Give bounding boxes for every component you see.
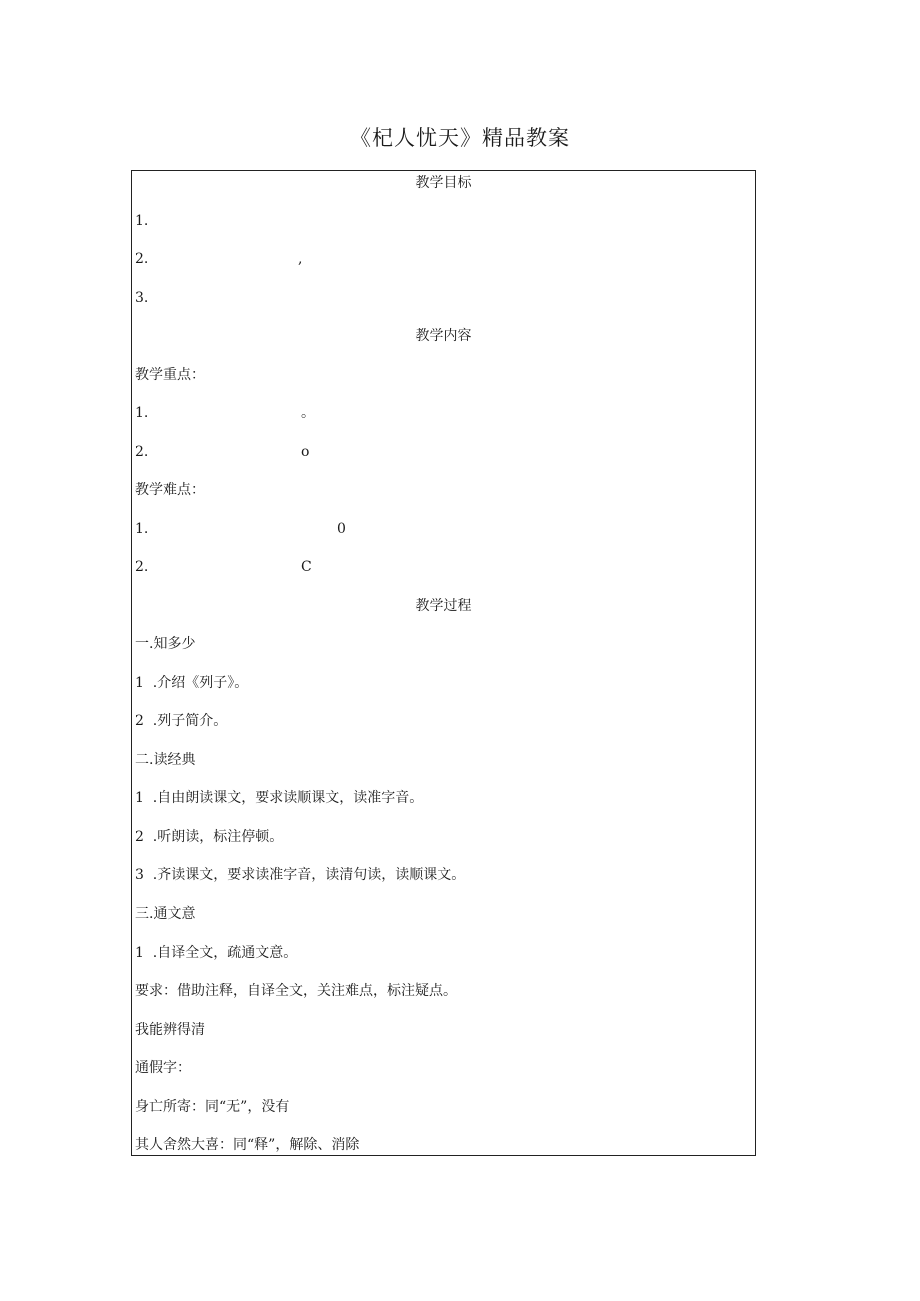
process-line: 1 .自译全文，疏通文意。 xyxy=(135,945,298,961)
key-point-2-mark: o xyxy=(301,444,310,460)
process-heading: 教学过程 xyxy=(415,598,472,614)
process-line: 要求：借助注释，自译全文，关注难点，标注疑点。 xyxy=(135,983,457,999)
difficulty-2: 2. xyxy=(135,559,149,575)
process-line: 我能辨得清 xyxy=(135,1022,205,1038)
document-title: 《杞人忧天》精品教案 xyxy=(350,126,570,150)
process-line: 2 .听朗读，标注停顿。 xyxy=(135,829,284,845)
difficulty-1-mark: 0 xyxy=(337,521,346,537)
key-points-label: 教学重点： xyxy=(135,367,205,383)
lesson-plan-table xyxy=(131,170,756,1156)
process-line: 一.知多少 xyxy=(135,636,196,652)
objective-item-2-mark: , xyxy=(298,251,303,267)
difficulty-1: 1. xyxy=(135,521,149,537)
process-line: 通假字： xyxy=(135,1060,191,1076)
process-line: 1 .自由朗读课文，要求读顺课文，读准字音。 xyxy=(135,790,424,806)
difficulty-2-mark: C xyxy=(301,559,312,575)
process-line: 身亡所寄：同“无”，没有 xyxy=(135,1099,290,1115)
content-heading: 教学内容 xyxy=(415,328,472,344)
process-line: 2 .列子简介。 xyxy=(135,713,228,729)
objective-item-1: 1. xyxy=(135,213,149,229)
key-point-2: 2. xyxy=(135,444,149,460)
objectives-heading: 教学目标 xyxy=(415,175,472,191)
objective-item-3: 3. xyxy=(135,290,149,306)
key-point-1-mark: 。 xyxy=(301,405,315,421)
process-line: 其人舍然大喜：同“释”，解除、消除 xyxy=(135,1137,360,1153)
process-line: 三.通文意 xyxy=(135,906,196,922)
objective-item-2: 2. xyxy=(135,251,149,267)
difficulties-label: 教学难点： xyxy=(135,482,205,498)
process-line: 1 .介绍《列子》。 xyxy=(135,675,249,691)
process-line: 二.读经典 xyxy=(135,752,196,768)
key-point-1: 1. xyxy=(135,405,149,421)
process-line: 3 .齐读课文，要求读准字音，读清句读，读顺课文。 xyxy=(135,867,466,883)
